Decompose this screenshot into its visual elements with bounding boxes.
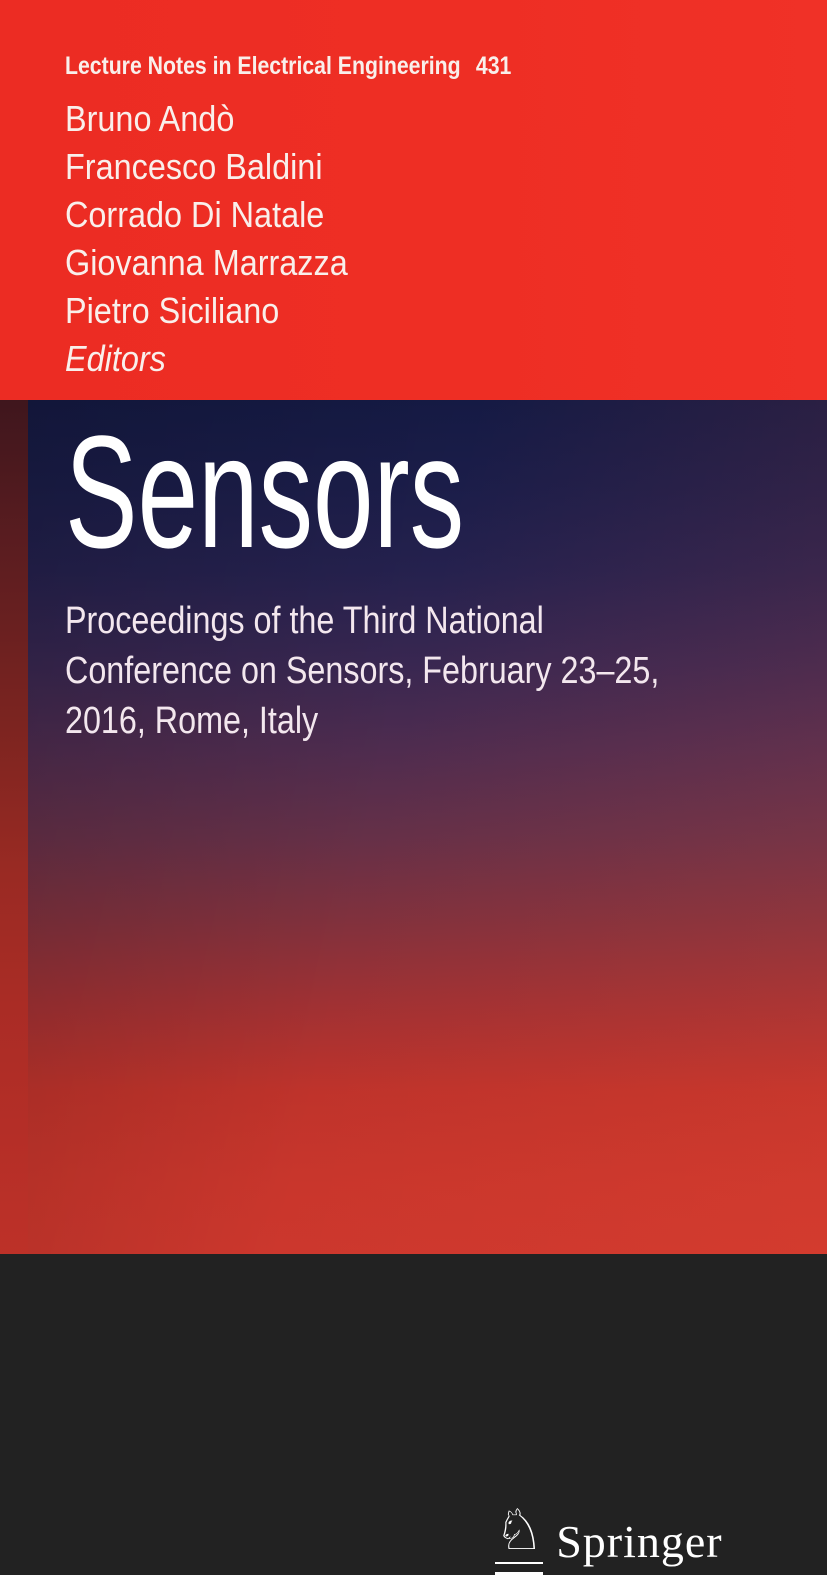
subtitle-line: Proceedings of the Third National	[65, 600, 544, 642]
logo-underline-icon	[495, 1562, 543, 1575]
publisher-logo	[494, 1498, 723, 1575]
springer-horse-icon: ♘	[494, 1498, 545, 1563]
cover-lower-area	[0, 400, 827, 1567]
editor-name: Bruno Andò	[65, 98, 235, 139]
editor-name: Corrado Di Natale	[65, 194, 325, 235]
series-line	[65, 52, 511, 81]
editor-name: Francesco Baldini	[65, 146, 323, 187]
editor-name: Giovanna Marrazza	[65, 242, 348, 283]
header-band	[0, 0, 827, 400]
springer-horse-mark	[494, 1498, 545, 1575]
editors-label: Editors	[65, 338, 166, 379]
series-title: Lecture Notes in Electrical Engineering	[65, 52, 461, 80]
series-volume: 431	[475, 52, 512, 80]
book-title: Sensors	[65, 402, 465, 581]
publisher-name: Springer	[556, 1516, 723, 1567]
spine-strip	[0, 400, 28, 1254]
subtitle-line: 2016, Rome, Italy	[65, 700, 319, 742]
editors-list	[65, 95, 348, 383]
editor-name: Pietro Siciliano	[65, 290, 280, 331]
title-panel	[28, 400, 827, 1254]
book-subtitle	[65, 596, 659, 746]
subtitle-line: Conference on Sensors, February 23–25,	[65, 650, 660, 692]
